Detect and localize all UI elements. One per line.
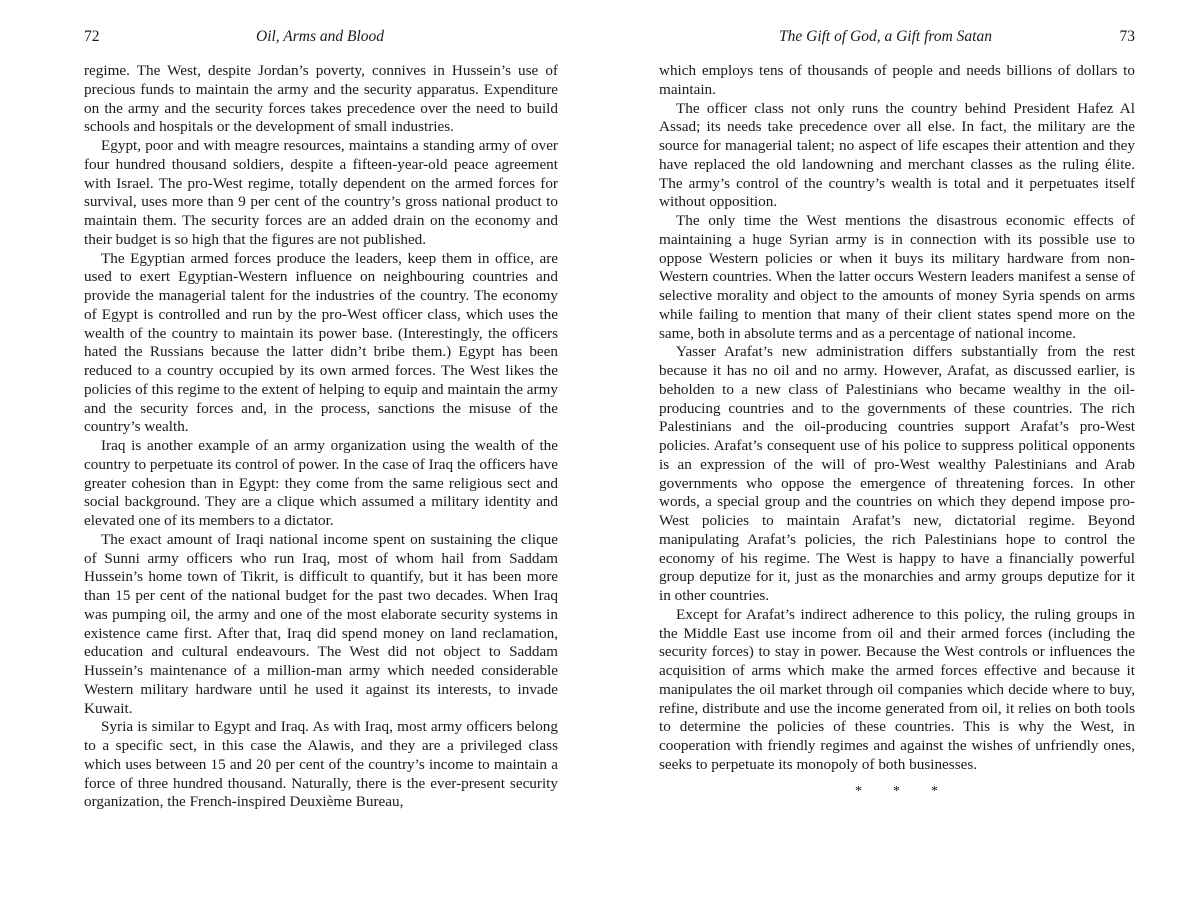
left-running-head (84, 28, 558, 50)
paragraph: Syria is similar to Egypt and Iraq. As with Iraq, most army officers belong to a specific sect, in this case the Alawis, and they are a privileged class which uses between 15 and 20 per cent of the country’s income to maintain a force of three hundred thousand. Naturally, there is the ever-present security organization, the French-inspired Deuxième Bureau, (84, 718, 558, 811)
asterisk: * (893, 783, 900, 799)
paragraph: The officer class not only runs the country behind President Hafez Al Assad; its needs take precedence over all else. In fact, the military are the source for managerial talent; no aspect of life escapes their attention and they have replaced the old landowning and merchant classes as the ruling élite. The army’s control of the country’s wealth is total and it perpetuates itself without opposition. (659, 99, 1135, 211)
section-break-ornament (659, 783, 1135, 802)
left-page (84, 0, 558, 898)
paragraph: Iraq is another example of an army organization using the wealth of the country to perpetuate its control of power. In the case of Iraq the officers have greater cohesion than in Egypt: they come from the same religious sect and social background. They are a clique which assumed a military identity and elevated one of its members to a dictator. (84, 437, 558, 529)
paragraph: which employs tens of thousands of people and needs billions of dollars to maintain. (659, 62, 1135, 98)
left-page-body (84, 62, 558, 812)
paragraph: Except for Arafat’s indirect adherence to this policy, the ruling groups in the Middle East use income from oil and their armed forces (including the security forces) to stay in power. Because the West controls or influences the acquisition of arms which make the armed forces effective and because it manipulates the oil market through oil companies which decide where to buy, refine, distribute and use the income generated from oil, it relies on both tools to determine the policies of these countries. This is why the West, in cooperation with friendly regimes and against the wishes of unfriendly ones, seeks to perpetuate its monopoly of both businesses. (659, 605, 1135, 773)
paragraph: The exact amount of Iraqi national income spent on sustaining the clique of Sunni army officers who run Iraq, most of whom hail from Saddam Hussein’s home town of Tikrit, is difficult to quantify, but it has been more than 15 per cent of the national budget for the past two decades. When Iraq was pumping oil, the army and one of the most elaborate security systems in existence came first. After that, Iraq did spend money on land reclamation, education and cultural endeavours. The West did not object to Saddam Hussein’s maintenance of a million-man army which needed considerable Western military hardware until he used it against its interests, to invade Kuwait. (84, 530, 558, 717)
left-running-title: Oil, Arms and Blood (256, 28, 385, 45)
paragraph: regime. The West, despite Jordan’s poverty, connives in Hussein’s use of precious funds to maintain the army and the security apparatus. Expenditure on the army and the security forces takes precedence over the need to build schools and hospitals or the development of small industries. (84, 62, 558, 136)
asterisk: * (931, 783, 938, 799)
right-running-title: The Gift of God, a Gift from Satan (779, 28, 992, 45)
right-page (659, 0, 1135, 898)
paragraph: The Egyptian armed forces produce the leaders, keep them in office, are used to exert Egyptian-Western influence on neighbouring countries and provide the managerial talent for the industries of the country. The economy of Egypt is controlled and run by the pro-West officer class, which uses the wealth of the country to maintain its power base. (Interestingly, the officers hated the Russians because the latter didn’t bribe them.) Egypt has been reduced to a country occupied by its own armed forces. The West likes the policies of this regime to the extent of helping to equip and maintain the army and the security forces and, in the process, sanctions the misuse of the country’s wealth. (84, 249, 558, 436)
right-running-head (659, 28, 1135, 50)
paragraph: Egypt, poor and with meagre resources, maintains a standing army of over four hundred thousand soldiers, despite a fifteen-year-old peace agreement with Israel. The pro-West regime, totally dependent on the armed forces for survival, uses more than 9 per cent of the country’s gross national product to maintain them. The security forces are an added drain on the economy and their budget is so high that the figures are not published. (84, 137, 558, 248)
asterisk: * (855, 783, 862, 799)
left-page-number: 72 (84, 28, 100, 45)
paragraph: Yasser Arafat’s new administration differs substantially from the rest because it has no oil and no army. However, Arafat, as discussed earlier, is beholden to a new class of Palestinians who became wealthy in the oil-producing countries and to the governments of these countries. The rich Palestinians and the oil-producing countries support Arafat’s pro-West policies. Arafat’s consequent use of his police to suppress political opponents is an expression of the will of pro-West wealthy Palestinians and Arab governments who oppose the emergence of threatening forces. In other words, a special group and the countries on which they depend impose pro-West policies to maintain Arafat’s new, dictatorial regime. Beyond manipulating Arafat’s policies, the rich Palestinians hope to control the economy of his regime. The West is happy to have a financially powerful group deputize for it, just as the monarchies and army groups deputize for it in other countries. (659, 343, 1135, 604)
right-page-number: 73 (1119, 28, 1135, 45)
paragraph: The only time the West mentions the disastrous economic effects of maintaining a huge Syrian army is in connection with its possible use to oppose Western policies or when it buys its military hardware from non-Western countries. When the latter occurs Western leaders manifest a sense of selective morality and object to the amounts of money Syria spends on arms while failing to mention that many of their client states spend more on the same, both in absolute terms and as a percentage of national income. (659, 212, 1135, 342)
right-page-body (659, 62, 1135, 801)
